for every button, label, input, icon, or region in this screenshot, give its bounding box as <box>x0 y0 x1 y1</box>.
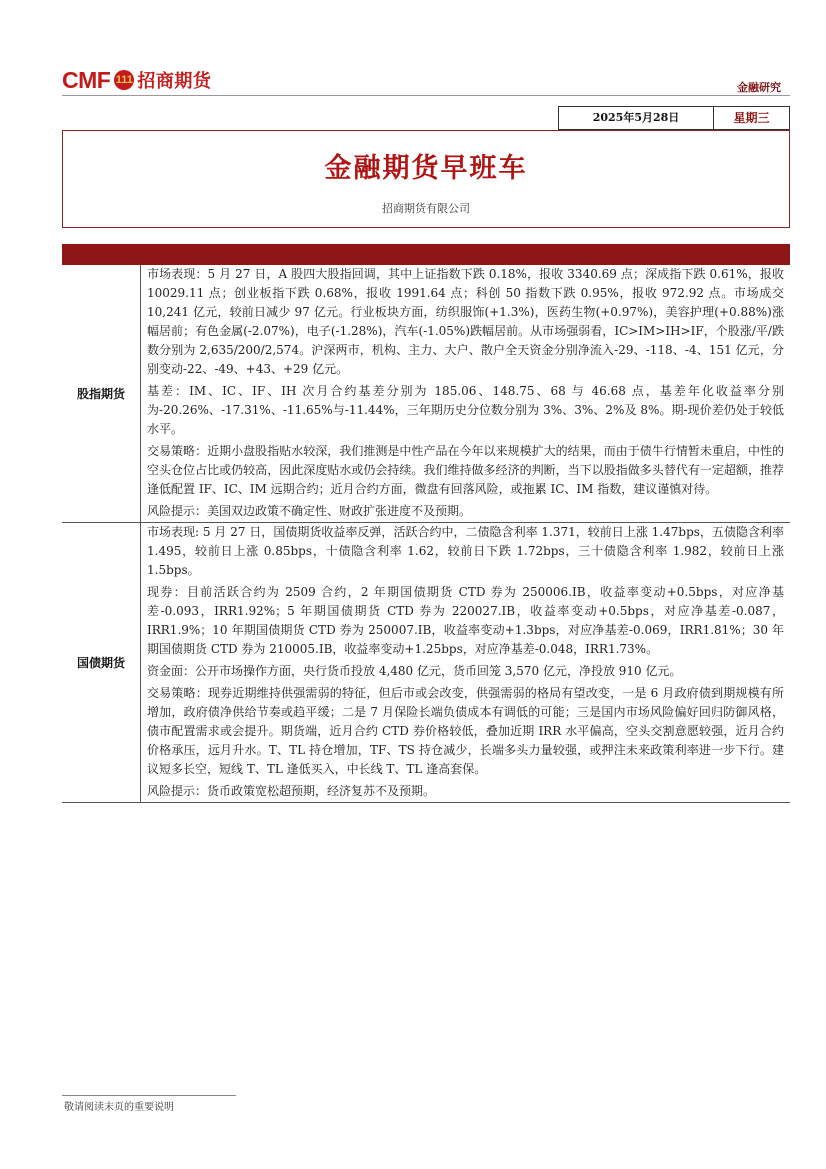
date-box <box>558 106 790 130</box>
report-type: 金融研究 <box>737 81 781 94</box>
risk-warning-paragraph: 风险提示：美国双边政策不确定性、财政扩张进度不及预期。 <box>147 504 472 518</box>
basis-paragraph: 基差：IM、IC、IF、IH 次月合约基差分别为 185.06、148.75、68 与 46.68 点，基差年化收益率分别为-20.26%、-17.31%、-11.65%与-11.44%，三年期历史分位数分别为 3%、3%、2%及 8%。期-现价差仍处于较低水平。 <box>147 384 784 436</box>
section-label: 国债期货 <box>62 523 141 802</box>
market-performance-paragraph: 市场表现：5 月 27 日，A 股四大股指回调，其中上证指数下跌 0.18%，报收 3340.69 点；深成指下跌 0.61%，报收 10029.11 点；创业板指下跌 0.68%，报收 1991.64 点；科创 50 指数下跌 0.95%，报收 972.92 点。市场成交 10,241 亿元，较前日减少 97 亿元。行业板块方面，纺织服饰(+1.3%)，医药生物(+0.97%)，美容护理(+0.88%)涨幅居前；有色金属(-2.07%)，电子(-1.28%)，汽车(-1.05%)跌幅居前。从市场强弱看，IC>IM>IH>IF，个股涨/平/跌数分别为 2,635/200/2,574。沪深两市，机构、主力、大户、散户全天资金分别净流入-29、-118、-4、151 亿元，分别变动-22、-49、+43、+29 亿元。 <box>147 267 784 376</box>
company-logo <box>62 66 211 94</box>
logo-cmf-text: CMF <box>62 66 111 93</box>
cash-bonds-paragraph: 现券：目前活跃合约为 2509 合约，2 年期国债期货 CTD 券为 250006.IB，收益率变动+0.5bps，对应净基差-0.093，IRR1.92%；5 年期国债期货 CTD 券为 220027.IB，收益率变动+0.5bps，对应净基差-0.087，IRR1.9%；10 年期国债期货 CTD 券为 250007.IB，收益率变动+1.3bps，对应净基差-0.069，IRR1.81%；30 年期国债期货 CTD 券为 210005.IB，收益率变动+1.25bps，对应净基差-0.048，IRR1.73%。 <box>147 585 784 656</box>
section-header-band <box>62 244 790 265</box>
document-title: 金融期货早班车 <box>324 153 528 184</box>
section-stock-index-futures <box>62 265 790 523</box>
section-content <box>141 523 790 802</box>
logo-chinese-name: 招商期货 <box>137 71 212 92</box>
market-performance-paragraph: 市场表现: 5 月 27 日，国债期货收益率反弹，活跃合约中，二债隐含利率 1.371，较前日上涨 1.47bps，五债隐含利率 1.495，较前日上涨 0.85bps，十债隐含利率 1.62，较前日下跌 1.72bps，三十债隐含利率 1.982，较前日上涨 1.5bps。 <box>147 525 784 577</box>
section-treasury-futures <box>62 523 790 803</box>
company-name: 招商期货有限公司 <box>382 202 470 215</box>
logo-seal-icon: 111 <box>114 70 134 90</box>
section-content <box>141 265 790 522</box>
section-label: 股指期货 <box>62 265 141 522</box>
trading-strategy-paragraph: 交易策略：现券近期维持供强需弱的特征，但后市或会改变，供强需弱的格局有望改变，一是 6 月政府债到期规模有所增加，政府债净供给节奏或趋平缓；二是 7 月保险长端负债成本有调低的可能；三是国内市场风险偏好回归防御风格，债市配置需求或会提升。期货端，近月合约 CTD 券价格较低，叠加近期 IRR 水平偏高，空头交割意愿较强，近月合约价格承压，远月升水。T、TL 持仓增加，TF、TS 持仓减少，长端多头力量较强，或押注未来政策利率进一步下行。建议短多长空，短线 T、TL 逢低买入，中长线 T、TL 逢高套保。 <box>147 686 784 776</box>
sections-table <box>62 265 790 803</box>
footer-divider <box>62 1095 236 1096</box>
report-weekday: 星期三 <box>733 111 770 125</box>
header-divider <box>62 95 790 96</box>
trading-strategy-paragraph: 交易策略：近期小盘股指贴水较深，我们推测是中性产品在今年以来规模扩大的结果，而由于债牛行情暂未重启，中性的空头仓位占比或仍较高，因此深度贴水或仍会持续。我们维持做多经济的判断，当下以股指做多头替代有一定超额，推荐逢低配置 IF、IC、IM 远期合约；近月合约方面，微盘有回落风险，或拖累 IC、IM 指数，建议谨慎对待。 <box>147 444 784 496</box>
report-date: 2025年5月28日 <box>559 107 714 129</box>
risk-warning-paragraph: 风险提示：货币政策宽松超预期，经济复苏不及预期。 <box>147 784 436 798</box>
liquidity-paragraph: 资金面：公开市场操作方面，央行货币投放 4,480 亿元，货币回笼 3,570 亿元，净投放 910 亿元。 <box>147 664 682 678</box>
footer-disclaimer-note: 敬请阅读末页的重要说明 <box>64 1102 174 1113</box>
